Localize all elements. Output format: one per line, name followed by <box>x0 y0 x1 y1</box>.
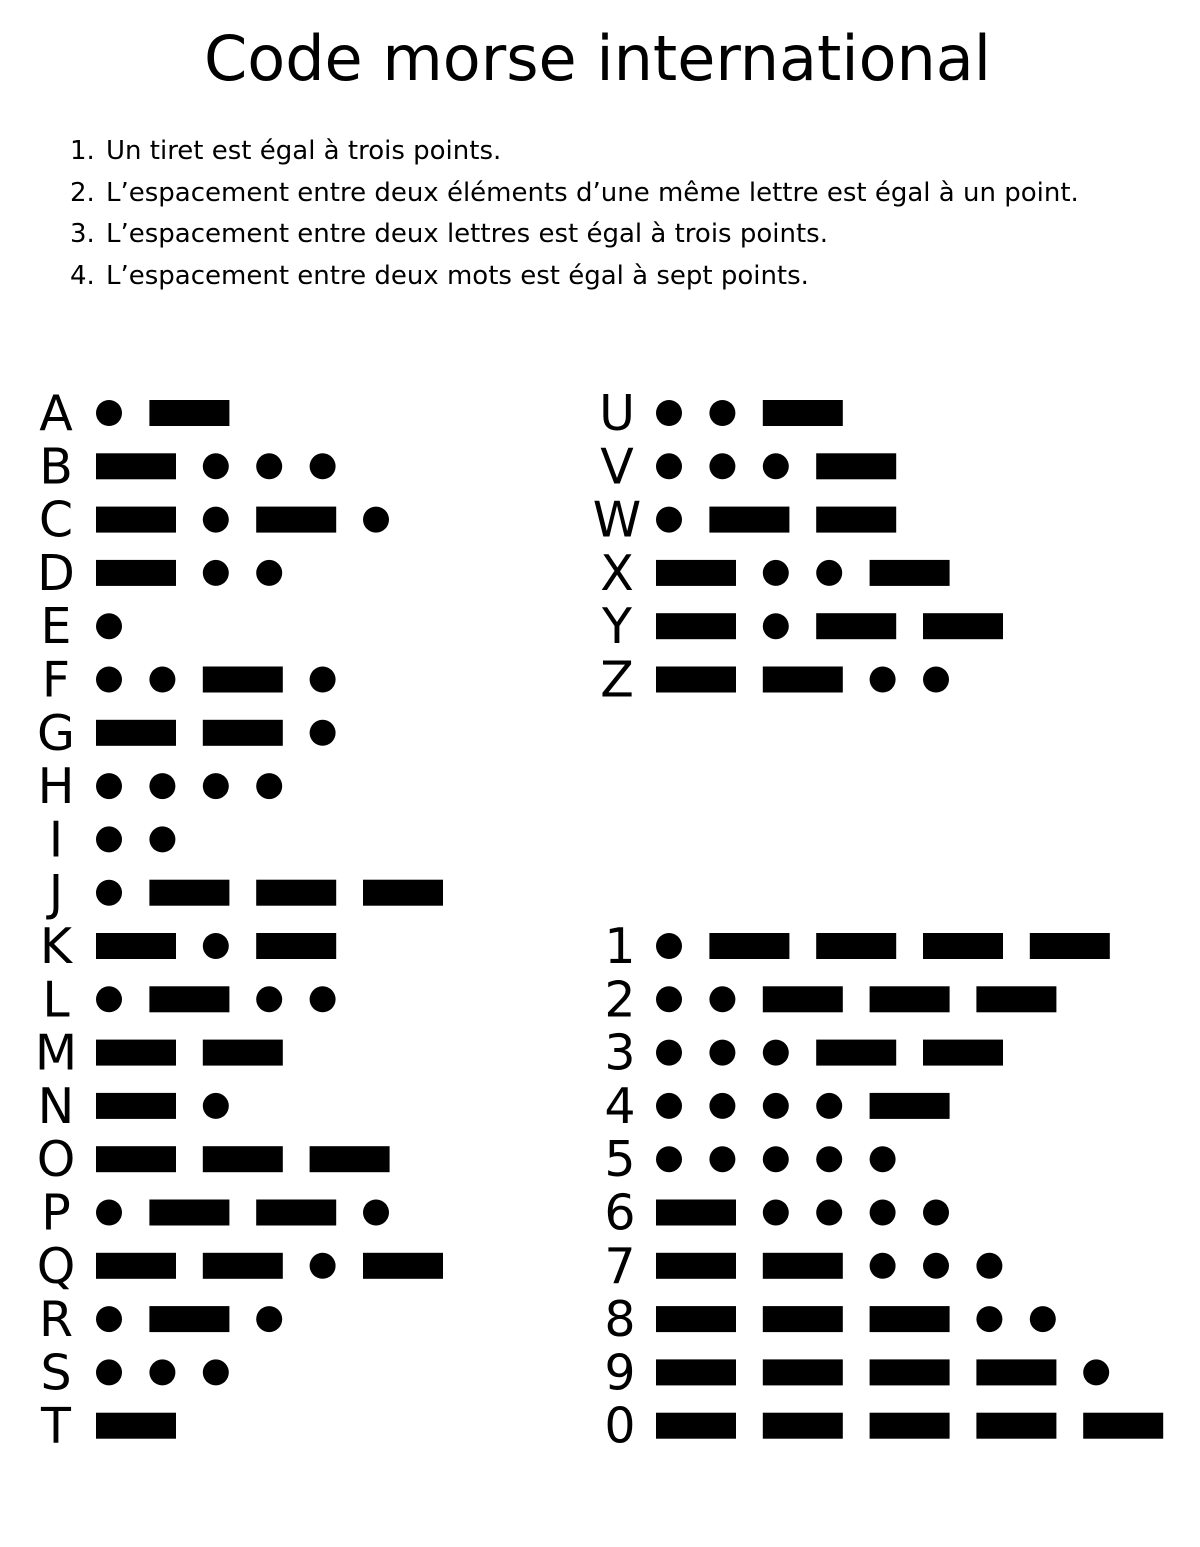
morse-dot <box>923 1253 949 1279</box>
morse-dash <box>709 507 789 533</box>
morse-character: P <box>41 1184 71 1242</box>
morse-dot <box>709 453 735 479</box>
morse-dash <box>709 933 789 959</box>
morse-dash <box>656 1306 736 1332</box>
morse-dot <box>656 453 682 479</box>
morse-dot <box>709 400 735 426</box>
morse-dash <box>203 1040 283 1066</box>
morse-entry-T <box>40 1398 176 1455</box>
morse-dot <box>870 1146 896 1172</box>
rule-number: 1. <box>70 136 95 166</box>
morse-entry-E <box>41 598 122 655</box>
morse-dot <box>310 453 336 479</box>
morse-dot <box>203 507 229 533</box>
morse-dash <box>816 1040 896 1066</box>
morse-dot <box>709 986 735 1012</box>
morse-character: 5 <box>604 1131 636 1189</box>
morse-dot <box>656 1093 682 1119</box>
morse-dash <box>149 986 229 1012</box>
morse-dot <box>709 1093 735 1119</box>
morse-dot <box>763 1040 789 1066</box>
morse-entry-A <box>39 385 229 442</box>
morse-dash <box>763 1253 843 1279</box>
morse-dash <box>96 453 176 479</box>
morse-character: S <box>40 1344 72 1402</box>
morse-dot <box>149 773 175 799</box>
morse-dot <box>656 1040 682 1066</box>
morse-character: Y <box>602 598 632 656</box>
morse-dot <box>256 986 282 1012</box>
morse-dash <box>816 507 896 533</box>
morse-dash <box>763 1359 843 1385</box>
morse-dash <box>96 933 176 959</box>
rule-text: L’espacement entre deux éléments d’une même lettre est égal à un point. <box>106 177 1079 208</box>
morse-dot <box>203 453 229 479</box>
morse-character: C <box>38 491 74 549</box>
morse-entry-I <box>49 811 176 868</box>
morse-entry-N <box>38 1078 229 1135</box>
morse-character: K <box>39 918 73 975</box>
morse-character: I <box>48 811 64 869</box>
morse-dash <box>149 1306 229 1332</box>
morse-dash <box>656 1359 736 1385</box>
morse-dot <box>256 773 282 799</box>
morse-dot <box>149 1359 175 1385</box>
morse-dot <box>363 1200 389 1226</box>
morse-dot <box>96 826 122 852</box>
morse-dot <box>976 1306 1002 1332</box>
morse-entry-W <box>593 492 896 549</box>
morse-dot <box>96 1200 122 1226</box>
morse-dash <box>149 1200 229 1226</box>
morse-dot <box>709 1040 735 1066</box>
morse-dash <box>96 1040 176 1066</box>
morse-dot <box>1030 1306 1056 1332</box>
morse-dot <box>923 1200 949 1226</box>
morse-dot <box>256 560 282 586</box>
morse-character: O <box>36 1131 76 1189</box>
morse-character: D <box>37 544 75 602</box>
morse-entry-O <box>37 1131 390 1188</box>
morse-dot <box>763 453 789 479</box>
morse-dot <box>763 1146 789 1172</box>
morse-dash <box>363 1253 443 1279</box>
rule-text: L’espacement entre deux lettres est égal à trois points. <box>106 219 828 249</box>
morse-character: Z <box>600 651 634 709</box>
morse-character: 2 <box>604 971 636 1029</box>
morse-dash <box>870 1359 950 1385</box>
morse-entry-4 <box>604 1078 949 1135</box>
morse-entry-K <box>40 918 336 975</box>
morse-dot <box>816 560 842 586</box>
morse-entry-6 <box>604 1185 949 1242</box>
morse-dash <box>96 1413 176 1439</box>
morse-dot <box>816 1200 842 1226</box>
rule-text: L’espacement entre deux mots est égal à sept points. <box>106 260 809 291</box>
morse-dot <box>656 400 682 426</box>
morse-character: 9 <box>604 1344 636 1402</box>
morse-character: T <box>41 1397 71 1455</box>
morse-character: 3 <box>604 1024 636 1082</box>
rule-text: Un tiret est égal à trois points. <box>106 136 502 166</box>
morse-entry-P <box>41 1185 389 1242</box>
page-title: Code morse international <box>203 22 992 95</box>
morse-dot <box>1083 1359 1109 1385</box>
morse-dash <box>870 1093 950 1119</box>
morse-dot <box>656 1146 682 1172</box>
morse-dot <box>96 667 122 693</box>
morse-entry-L <box>42 971 335 1028</box>
morse-dot <box>96 1359 122 1385</box>
morse-dash <box>656 1253 736 1279</box>
morse-entry-Y <box>601 598 1003 655</box>
morse-character: 1 <box>604 918 636 975</box>
morse-dash <box>1030 933 1110 959</box>
morse-dot <box>656 933 682 959</box>
morse-dot <box>870 667 896 693</box>
morse-entry-1 <box>604 918 1109 975</box>
morse-dot <box>709 1146 735 1172</box>
morse-entry-3 <box>604 1025 1003 1082</box>
morse-entry-7 <box>604 1238 1002 1295</box>
morse-character: M <box>34 1024 78 1082</box>
morse-character: W <box>592 491 642 549</box>
morse-character: F <box>41 651 71 709</box>
morse-dash <box>256 880 336 906</box>
morse-dash <box>96 507 176 533</box>
morse-dash <box>870 1413 950 1439</box>
morse-dot <box>363 507 389 533</box>
morse-dash <box>816 613 896 639</box>
rule-number: 3. <box>70 219 95 249</box>
morse-character: G <box>37 704 75 762</box>
morse-dash <box>363 880 443 906</box>
morse-dot <box>203 933 229 959</box>
morse-dash <box>870 560 950 586</box>
morse-entry-U <box>599 385 843 442</box>
morse-dash <box>96 1093 176 1119</box>
morse-dash <box>763 1306 843 1332</box>
morse-character: 0 <box>604 1397 636 1455</box>
morse-dash <box>96 1146 176 1172</box>
morse-dot <box>923 667 949 693</box>
morse-dot <box>203 1093 229 1119</box>
morse-dot <box>763 1093 789 1119</box>
morse-dash <box>763 1413 843 1439</box>
morse-dot <box>870 1253 896 1279</box>
morse-dash <box>96 560 176 586</box>
morse-dash <box>870 986 950 1012</box>
morse-dash <box>656 1200 736 1226</box>
morse-dot <box>310 667 336 693</box>
morse-entry-G <box>37 705 336 762</box>
morse-dot <box>870 1200 896 1226</box>
morse-dash <box>203 720 283 746</box>
morse-dot <box>96 613 122 639</box>
morse-dot <box>816 1093 842 1119</box>
morse-entry-H <box>38 758 283 815</box>
morse-dash <box>203 667 283 693</box>
morse-entry-8 <box>604 1291 1055 1348</box>
morse-entry-F <box>42 652 336 709</box>
morse-dash <box>656 1413 736 1439</box>
morse-dot <box>96 773 122 799</box>
morse-entry-5 <box>604 1131 895 1188</box>
morse-dash <box>656 667 736 693</box>
morse-dot <box>96 400 122 426</box>
morse-dot <box>656 986 682 1012</box>
morse-dash <box>310 1146 390 1172</box>
morse-character: X <box>600 544 634 602</box>
morse-entry-Q <box>37 1238 443 1295</box>
morse-character: 6 <box>604 1184 636 1242</box>
morse-character: J <box>48 864 64 922</box>
morse-entry-C <box>39 492 389 549</box>
morse-entry-J <box>46 865 443 922</box>
morse-dot <box>816 1146 842 1172</box>
morse-dash <box>763 667 843 693</box>
morse-dot <box>203 773 229 799</box>
morse-dash <box>149 880 229 906</box>
morse-character: Q <box>36 1237 76 1295</box>
morse-dash <box>656 613 736 639</box>
morse-entry-R <box>39 1291 282 1348</box>
morse-dash <box>256 1200 336 1226</box>
morse-character: U <box>599 385 635 442</box>
morse-dash <box>149 400 229 426</box>
morse-entry-V <box>600 438 896 495</box>
morse-character: R <box>38 1291 74 1349</box>
morse-dash <box>816 933 896 959</box>
morse-dash <box>1083 1413 1163 1439</box>
morse-dot <box>149 667 175 693</box>
morse-character: H <box>37 758 75 816</box>
morse-character: A <box>39 385 73 442</box>
morse-dash <box>923 1040 1003 1066</box>
morse-entry-D <box>37 545 282 602</box>
morse-dash <box>816 453 896 479</box>
morse-character: E <box>40 598 72 656</box>
morse-dash <box>763 400 843 426</box>
morse-dot <box>96 986 122 1012</box>
morse-dash <box>96 720 176 746</box>
morse-character: L <box>42 971 70 1029</box>
morse-dash <box>976 1359 1056 1385</box>
morse-entry-X <box>600 545 949 602</box>
morse-dot <box>256 453 282 479</box>
morse-dash <box>203 1253 283 1279</box>
morse-dot <box>763 613 789 639</box>
morse-character: 8 <box>604 1291 636 1349</box>
morse-dot <box>203 560 229 586</box>
morse-dash <box>923 613 1003 639</box>
morse-dash <box>203 1146 283 1172</box>
morse-character: 4 <box>604 1077 636 1135</box>
morse-entry-Z <box>600 652 949 709</box>
morse-dot <box>656 507 682 533</box>
morse-dot <box>96 880 122 906</box>
morse-dot <box>256 1306 282 1332</box>
morse-entry-2 <box>604 971 1056 1028</box>
morse-dash <box>923 933 1003 959</box>
morse-entry-S <box>40 1344 228 1401</box>
morse-entry-M <box>35 1025 283 1082</box>
morse-dash <box>870 1306 950 1332</box>
morse-dot <box>976 1253 1002 1279</box>
morse-character: 7 <box>604 1237 636 1295</box>
morse-character: N <box>37 1077 75 1135</box>
morse-dot <box>310 720 336 746</box>
morse-dash <box>976 986 1056 1012</box>
rule-number: 2. <box>70 177 95 208</box>
morse-dot <box>763 1200 789 1226</box>
morse-dot <box>203 1359 229 1385</box>
rule-number: 4. <box>70 260 95 291</box>
morse-dot <box>763 560 789 586</box>
morse-dot <box>96 1306 122 1332</box>
morse-dash <box>763 986 843 1012</box>
morse-character: V <box>600 438 634 496</box>
morse-entry-0 <box>604 1398 1163 1455</box>
morse-dot <box>149 826 175 852</box>
morse-dot <box>310 1253 336 1279</box>
morse-dash <box>96 1253 176 1279</box>
morse-entry-9 <box>604 1344 1109 1401</box>
morse-dash <box>256 507 336 533</box>
morse-dash <box>656 560 736 586</box>
morse-entry-B <box>39 438 335 495</box>
morse-dash <box>976 1413 1056 1439</box>
morse-dash <box>256 933 336 959</box>
morse-character: B <box>39 438 73 496</box>
morse-dot <box>310 986 336 1012</box>
